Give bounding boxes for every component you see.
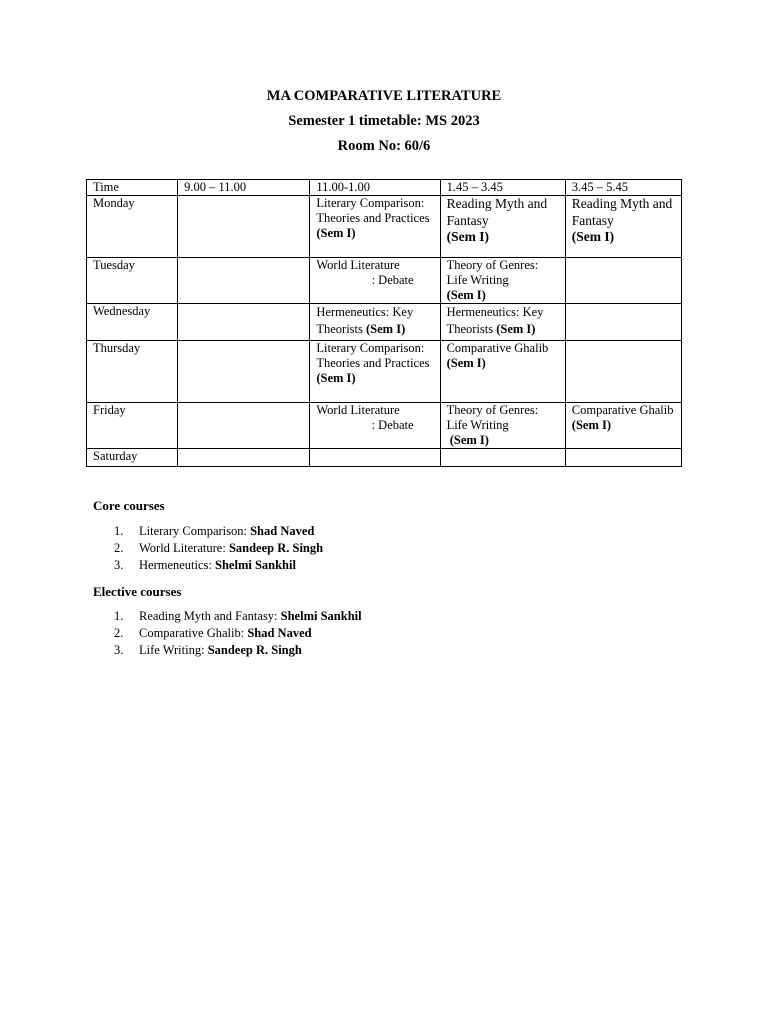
semester-tag: (Sem I): [496, 322, 536, 336]
semester-tag: (Sem I): [449, 433, 489, 447]
course-name: Theory of Genres: Life Writing: [446, 258, 539, 287]
core-courses-heading: Core courses: [93, 498, 165, 513]
day-cell: Saturday: [87, 449, 178, 467]
empty-cell: [310, 449, 440, 467]
course-name: World Literature:: [139, 541, 229, 555]
teacher-name: Sandeep R. Singh: [228, 541, 324, 555]
course-name: Hermeneutics: Key Theorists: [316, 305, 414, 336]
semester-tag: (Sem I): [446, 288, 486, 302]
column-header: 11.00-1.00: [310, 180, 440, 196]
schedule-cell: [310, 304, 440, 341]
teacher-name: Shelmi Sankhil: [215, 558, 296, 572]
day-cell: Wednesday: [87, 304, 178, 341]
course-name: Hermeneutics:: [139, 558, 216, 572]
schedule-cell: [440, 196, 565, 258]
list-number: 1.: [114, 609, 124, 623]
semester-tag: (Sem I): [571, 418, 612, 432]
course-name: Theory of Genres: Life Writing: [446, 403, 539, 432]
schedule-cell: [565, 196, 681, 258]
list-item: [114, 557, 323, 574]
empty-cell: [178, 449, 310, 467]
list-number: 3.: [114, 643, 124, 657]
day-cell: Tuesday: [87, 258, 178, 304]
table-row: [87, 341, 682, 403]
day-cell: Thursday: [87, 341, 178, 403]
teacher-name: Shelmi Sankhil: [280, 609, 362, 623]
list-item: [114, 642, 362, 659]
empty-cell: [178, 258, 310, 304]
schedule-cell: [310, 258, 440, 304]
list-item: [114, 540, 323, 557]
course-name: Comparative Ghalib: [446, 341, 549, 355]
list-number: 3.: [114, 558, 124, 572]
elective-courses-heading: Elective courses: [93, 584, 182, 599]
course-name: Reading Myth and Fantasy:: [139, 609, 281, 623]
course-suffix: : Debate: [371, 273, 414, 287]
list-number: 2.: [114, 541, 124, 555]
course-name: Hermeneutics: Key Theorists: [446, 305, 544, 336]
schedule-cell: [440, 258, 565, 304]
schedule-cell: [565, 403, 681, 449]
empty-cell: [565, 341, 681, 403]
day-cell: Friday: [87, 403, 178, 449]
list-item: [114, 625, 362, 642]
schedule-cell: [310, 196, 440, 258]
schedule-cell: [310, 341, 440, 403]
table-row: [87, 304, 682, 341]
course-name: Literary Comparison: Theories and Practices: [316, 196, 430, 225]
empty-cell: [565, 258, 681, 304]
course-name: Comparative Ghalib:: [139, 626, 248, 640]
course-name: World Literature: [316, 258, 400, 272]
table-header-row: [87, 180, 682, 196]
semester-tag: (Sem I): [571, 229, 615, 244]
course-name: Literary Comparison:: [139, 524, 251, 538]
room-number: Room No: 60/6: [337, 138, 431, 154]
day-cell: Monday: [87, 196, 178, 258]
empty-cell: [178, 304, 310, 341]
empty-cell: [565, 304, 681, 341]
course-name: Life Writing:: [139, 643, 208, 657]
semester-tag: (Sem I): [366, 322, 406, 336]
document-subtitle: Semester 1 timetable: MS 2023: [288, 113, 480, 129]
table-row: [87, 258, 682, 304]
list-number: 1.: [114, 524, 124, 538]
course-suffix: : Debate: [371, 418, 414, 432]
semester-tag: (Sem I): [316, 226, 356, 240]
schedule-cell: [440, 341, 565, 403]
teacher-name: Shad Naved: [250, 524, 315, 538]
table-row: [87, 196, 682, 258]
empty-cell: [440, 449, 565, 467]
schedule-cell: [440, 403, 565, 449]
teacher-name: Sandeep R. Singh: [207, 643, 302, 657]
empty-cell: [178, 196, 310, 258]
semester-tag: (Sem I): [446, 356, 486, 370]
semester-tag: (Sem I): [316, 371, 356, 385]
empty-cell: [565, 449, 681, 467]
schedule-cell: [310, 403, 440, 449]
column-header: Time: [87, 180, 178, 196]
list-number: 2.: [114, 626, 124, 640]
core-courses-list: [114, 523, 323, 574]
course-name: World Literature: [316, 403, 400, 417]
column-header: 1.45 – 3.45: [440, 180, 565, 196]
teacher-name: Shad Naved: [247, 626, 312, 640]
semester-tag: (Sem I): [446, 229, 489, 244]
document-title: MA COMPARATIVE LITERATURE: [266, 88, 502, 104]
column-header: 9.00 – 11.00: [178, 180, 310, 196]
course-name: Reading Myth and Fantasy: [571, 196, 673, 228]
list-item: [114, 608, 362, 625]
empty-cell: [178, 403, 310, 449]
course-name: Literary Comparison: Theories and Practices: [316, 341, 430, 370]
course-name: Reading Myth and Fantasy: [446, 196, 548, 228]
timetable: [86, 179, 682, 467]
column-header: 3.45 – 5.45: [565, 180, 681, 196]
empty-cell: [178, 341, 310, 403]
elective-courses-list: [114, 608, 362, 659]
table-row: [87, 403, 682, 449]
course-name: Comparative Ghalib: [571, 403, 674, 417]
schedule-cell: [440, 304, 565, 341]
list-item: [114, 523, 323, 540]
table-row: [87, 449, 682, 467]
